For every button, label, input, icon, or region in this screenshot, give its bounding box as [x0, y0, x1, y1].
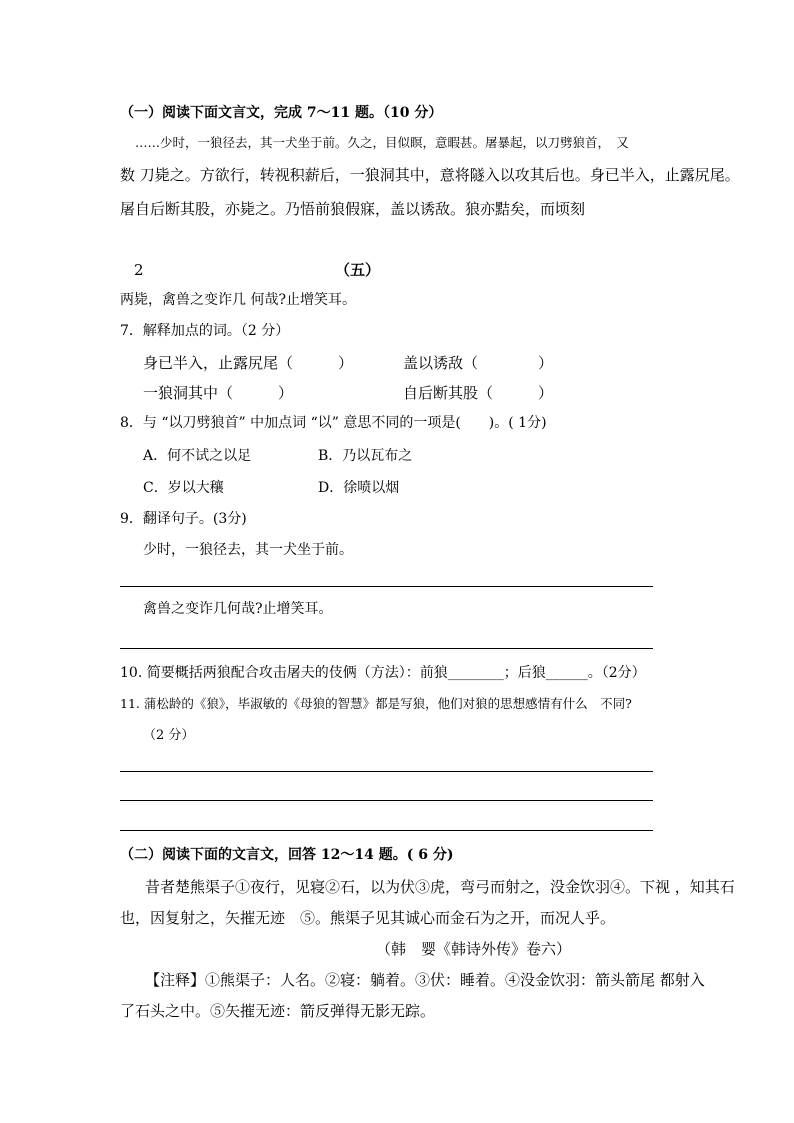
answer-line: [120, 586, 653, 587]
q8-option-b: B．乃以瓦布之: [318, 448, 413, 464]
section2-note-2: 了石头之中。⑤矢摧无迹：箭反弹得无影无踪。: [120, 1002, 436, 1020]
q11-stem: 11. 蒲松龄的《狼》，毕淑敏的《母狼的智慧》都是写狼，他们对狼的思想感情有什么 不同?: [120, 696, 632, 711]
q8-option-a: A．何不试之以足: [143, 448, 252, 464]
page-label: （五）: [335, 261, 381, 279]
q9-sentence-1: 少时，一狼径去，其一犬坐于前。: [143, 542, 353, 558]
q7-item-2: 盖以诱敌（ ）: [403, 354, 554, 372]
q7-stem: 7．解释加点的词。（2 分）: [120, 323, 290, 339]
page-number: 2: [134, 261, 144, 279]
passage-line-2: 数 刀毙之。方欲行，转视积薪后，一狼洞其中，意将隧入以攻其后也。身已半入，止露尻尾。: [120, 166, 740, 184]
q8-option-c: C．岁以大穰: [143, 480, 224, 496]
q8-option-d: D．徐喷以烟: [318, 480, 400, 496]
section2-passage-line-1: 昔者楚熊渠子①夜行，见寝②石，以为伏③虎，弯弓而射之，没金饮羽④。下视 ，知其石: [145, 878, 735, 896]
answer-line: [120, 648, 653, 649]
passage-line-1: ……少时，一狼径去，其一犬坐于前。久之，目似瞑，意暇甚。屠暴起，以刀劈狼首， 又: [135, 135, 629, 150]
q7-item-3: 一狼洞其中（ ）: [143, 384, 294, 402]
section2-passage-line-2: 也，因复射之，矢摧无迹 ⑤。熊渠子见其诚心而金石为之开，而况人乎。: [120, 909, 616, 927]
q7-item-1: 身已半入，止露尻尾（ ）: [143, 354, 354, 372]
q9-sentence-2: 禽兽之变诈几何哉?止增笑耳。: [143, 601, 333, 617]
answer-line: [120, 830, 653, 831]
q7-item-4: 自后断其股（ ）: [403, 384, 554, 402]
section1-heading: （一）阅读下面文言文，完成 7～11 题。（10 分）: [120, 105, 443, 121]
q9-stem: 9．翻译句子。(3分): [120, 511, 247, 527]
section2-heading: （二）阅读下面的文言文，回答 12～14 题。( 6 分): [120, 847, 454, 863]
q8-stem: 8．与 “以刀劈狼首” 中加点词 “以” 意思不同的一项是( )。( 1分): [120, 415, 547, 431]
section2-note-1: 【注释】①熊渠子：人名。②寝：躺着。③伏：睡着。④没金饮羽：箭头箭尾 都射入: [145, 971, 705, 989]
q11-points: （2 分）: [143, 728, 195, 743]
section2-source: （韩 婴《韩诗外传》卷六）: [376, 940, 572, 958]
q10-stem: 10. 简要概括两狼配合攻击屠夫的伎俩（方法）：前狼________；后狼______。（2分）: [120, 665, 646, 681]
answer-line: [120, 800, 653, 801]
passage-line-3: 屠自后断其股，亦毙之。乃悟前狼假寐，盖以诱敌。狼亦黠矣，而顷刻: [120, 200, 586, 218]
passage-end: 两毙，禽兽之变诈几 何哉?止增笑耳。: [120, 292, 356, 308]
answer-line: [120, 771, 653, 772]
